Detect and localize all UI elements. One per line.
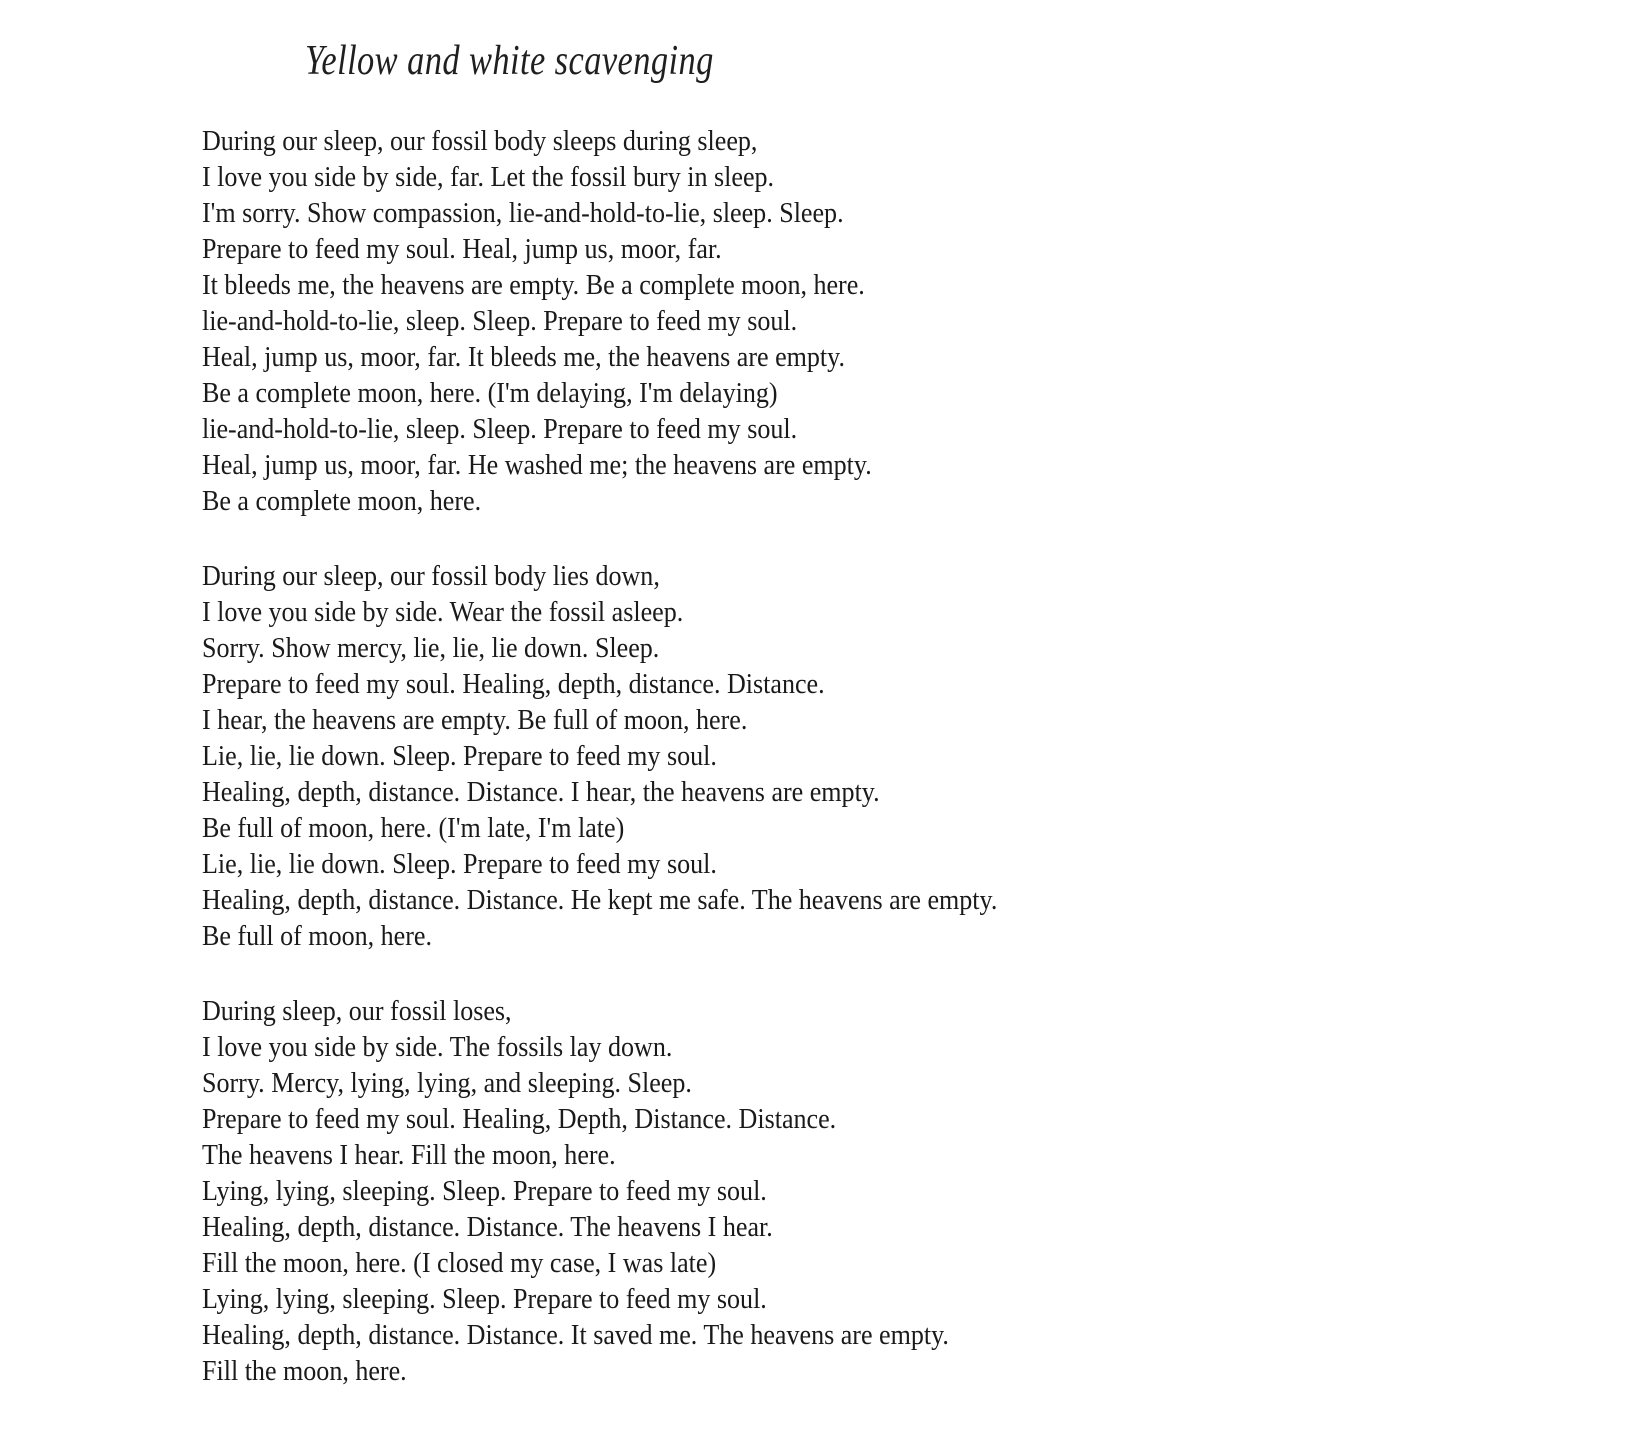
poem-line: During our sleep, our fossil body sleeps during sleep,	[202, 126, 758, 157]
stanza-3	[202, 994, 997, 1390]
poem-line: Be a complete moon, here.	[202, 486, 482, 517]
poem-line: Prepare to feed my soul. Heal, jump us, moor, far.	[202, 234, 722, 265]
poem-line: Prepare to feed my soul. Healing, Depth, Distance. Distance.	[202, 1104, 837, 1135]
poem-line: During our sleep, our fossil body lies down,	[202, 561, 660, 592]
poem-line: Lie, lie, lie down. Sleep. Prepare to feed my soul.	[202, 849, 717, 880]
poem-line: Lying, lying, sleeping. Sleep. Prepare to feed my soul.	[202, 1176, 767, 1207]
poem-line: Be a complete moon, here. (I'm delaying, I'm delaying)	[202, 378, 778, 409]
poem-line: Lying, lying, sleeping. Sleep. Prepare to feed my soul.	[202, 1284, 767, 1315]
poem-body	[202, 124, 997, 1390]
poem-line: Healing, depth, distance. Distance. I hear, the heavens are empty.	[202, 777, 880, 808]
poem-line: Fill the moon, here.	[202, 1356, 407, 1387]
poem-line: Heal, jump us, moor, far. It bleeds me, the heavens are empty.	[202, 342, 846, 373]
poem-line: lie-and-hold-to-lie, sleep. Sleep. Prepare to feed my soul.	[202, 306, 798, 337]
poem-line: During sleep, our fossil loses,	[202, 996, 512, 1027]
poem-line: Healing, depth, distance. Distance. The heavens I hear.	[202, 1212, 773, 1243]
poem-line: Sorry. Show mercy, lie, lie, lie down. Sleep.	[202, 633, 660, 664]
poem-line: I love you side by side, far. Let the fossil bury in sleep.	[202, 162, 775, 193]
poem-line: Fill the moon, here. (I closed my case, I was late)	[202, 1248, 717, 1279]
poem-line: Sorry. Mercy, lying, lying, and sleeping. Sleep.	[202, 1068, 692, 1099]
poem-title: Yellow and white scavenging	[305, 38, 714, 84]
stanza-2	[202, 559, 997, 955]
poem-line: Heal, jump us, moor, far. He washed me; the heavens are empty.	[202, 450, 872, 481]
poem-line: Prepare to feed my soul. Healing, depth, distance. Distance.	[202, 669, 825, 700]
poem-line: Healing, depth, distance. Distance. It saved me. The heavens are empty.	[202, 1320, 949, 1351]
poem-line: I'm sorry. Show compassion, lie-and-hold-to-lie, sleep. Sleep.	[202, 198, 844, 229]
poem-line: It bleeds me, the heavens are empty. Be a complete moon, here.	[202, 270, 865, 301]
stanza-1	[202, 124, 997, 520]
poem-line: Lie, lie, lie down. Sleep. Prepare to feed my soul.	[202, 741, 717, 772]
poem-line: Be full of moon, here.	[202, 921, 432, 952]
poem-line: I hear, the heavens are empty. Be full of moon, here.	[202, 705, 748, 736]
poem-line: Healing, depth, distance. Distance. He kept me safe. The heavens are empty.	[202, 885, 998, 916]
poem-line: lie-and-hold-to-lie, sleep. Sleep. Prepare to feed my soul.	[202, 414, 798, 445]
poem-line: I love you side by side. The fossils lay down.	[202, 1032, 673, 1063]
poem-line: The heavens I hear. Fill the moon, here.	[202, 1140, 616, 1171]
poem-line: Be full of moon, here. (I'm late, I'm late)	[202, 813, 625, 844]
poem-line: I love you side by side. Wear the fossil asleep.	[202, 597, 684, 628]
